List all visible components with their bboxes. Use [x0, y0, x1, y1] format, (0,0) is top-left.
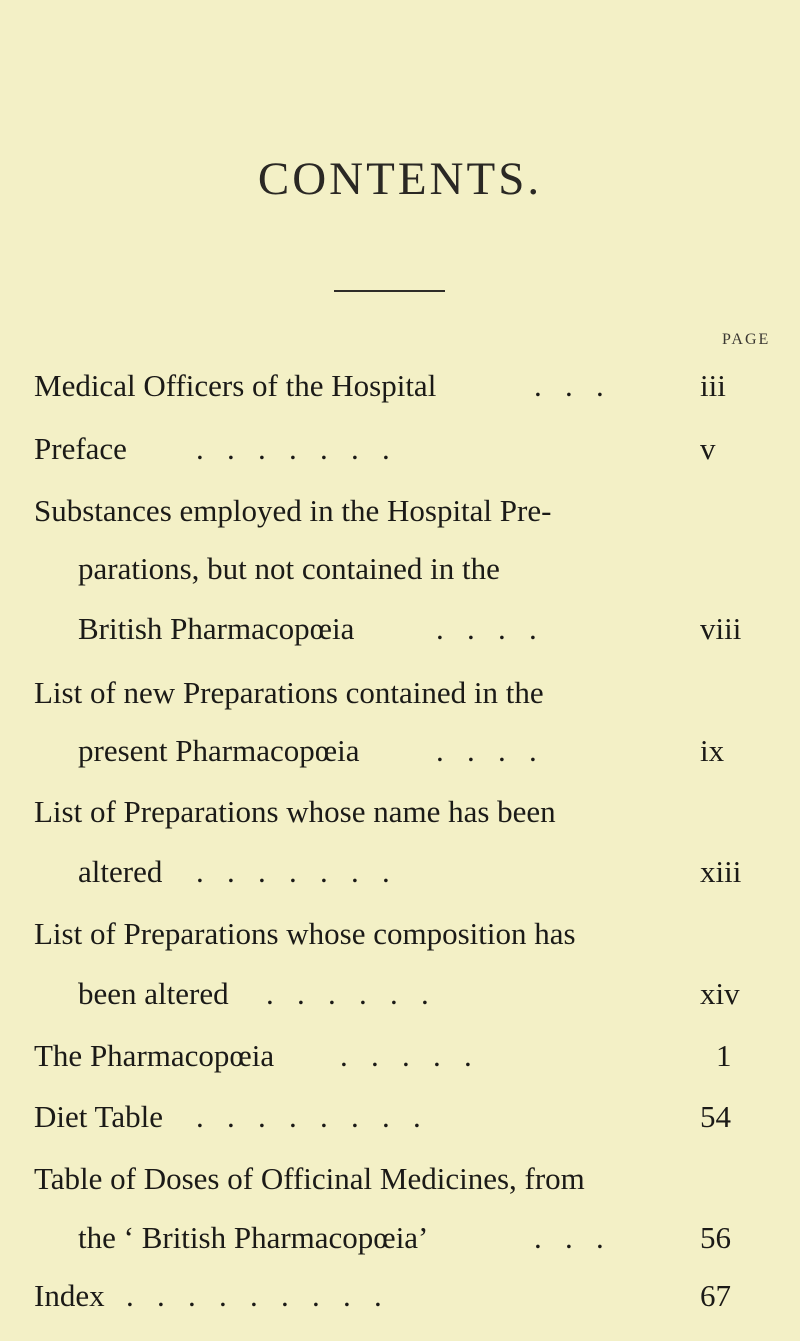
toc-entry-text: parations, but not contained in the — [78, 551, 500, 586]
toc-page-number: 56 — [700, 1220, 731, 1255]
toc-entry-text: present Pharmacopœia — [78, 733, 360, 768]
toc-page-number: v — [700, 431, 716, 466]
toc-page-number: 54 — [700, 1099, 731, 1134]
toc-leader-dots: . . . — [534, 1220, 604, 1255]
toc-page-number: xiii — [700, 854, 742, 889]
toc-leader-dots: . . . . . . . . . — [126, 1278, 382, 1313]
toc-leader-dots: . . . . — [436, 733, 537, 768]
toc-leader-dots: . . . — [534, 368, 604, 403]
toc-page-number: xiv — [700, 976, 740, 1011]
toc-entry-text: List of new Preparations contained in the — [34, 675, 544, 710]
page-title: CONTENTS. — [257, 153, 543, 205]
toc-entry-text: been altered — [78, 976, 229, 1011]
toc-entry-text: The Pharmacopœia — [34, 1038, 275, 1073]
toc-leader-dots: . . . . . — [340, 1038, 472, 1073]
toc-entry-text: Preface — [34, 431, 127, 466]
toc-leader-dots: . . . . . . . — [196, 431, 390, 466]
toc-page-number: iii — [700, 368, 726, 403]
toc-entry-text: Substances employed in the Hospital Pre- — [34, 493, 552, 528]
title-divider — [334, 290, 445, 292]
toc-leader-dots: . . . . . . . . — [196, 1099, 421, 1134]
toc-page-number: viii — [700, 611, 742, 646]
toc-leader-dots: . . . . — [436, 611, 537, 646]
toc-entry-text: List of Preparations whose composition has — [34, 916, 576, 951]
toc-entry-text: British Pharmacopœia — [78, 611, 355, 646]
page-column-label: PAGE — [722, 331, 771, 348]
toc-leader-dots: . . . . . . — [266, 976, 429, 1011]
toc-page-number: 67 — [700, 1278, 731, 1313]
toc-page-number: 1 — [716, 1038, 732, 1073]
toc-entry-text: Medical Officers of the Hospital — [34, 368, 437, 403]
toc-entry-text: Table of Doses of Officinal Medicines, from — [34, 1161, 585, 1196]
toc-leader-dots: . . . . . . . — [196, 854, 390, 889]
toc-entry-text: Index — [34, 1278, 105, 1313]
toc-entry-text: Diet Table — [34, 1099, 163, 1134]
toc-entry-text: the ‘ British Pharmacopœia’ — [78, 1220, 429, 1255]
toc-entry-text: List of Preparations whose name has been — [34, 794, 556, 829]
toc-entry-text: altered — [78, 854, 163, 889]
toc-page-number: ix — [700, 733, 725, 768]
